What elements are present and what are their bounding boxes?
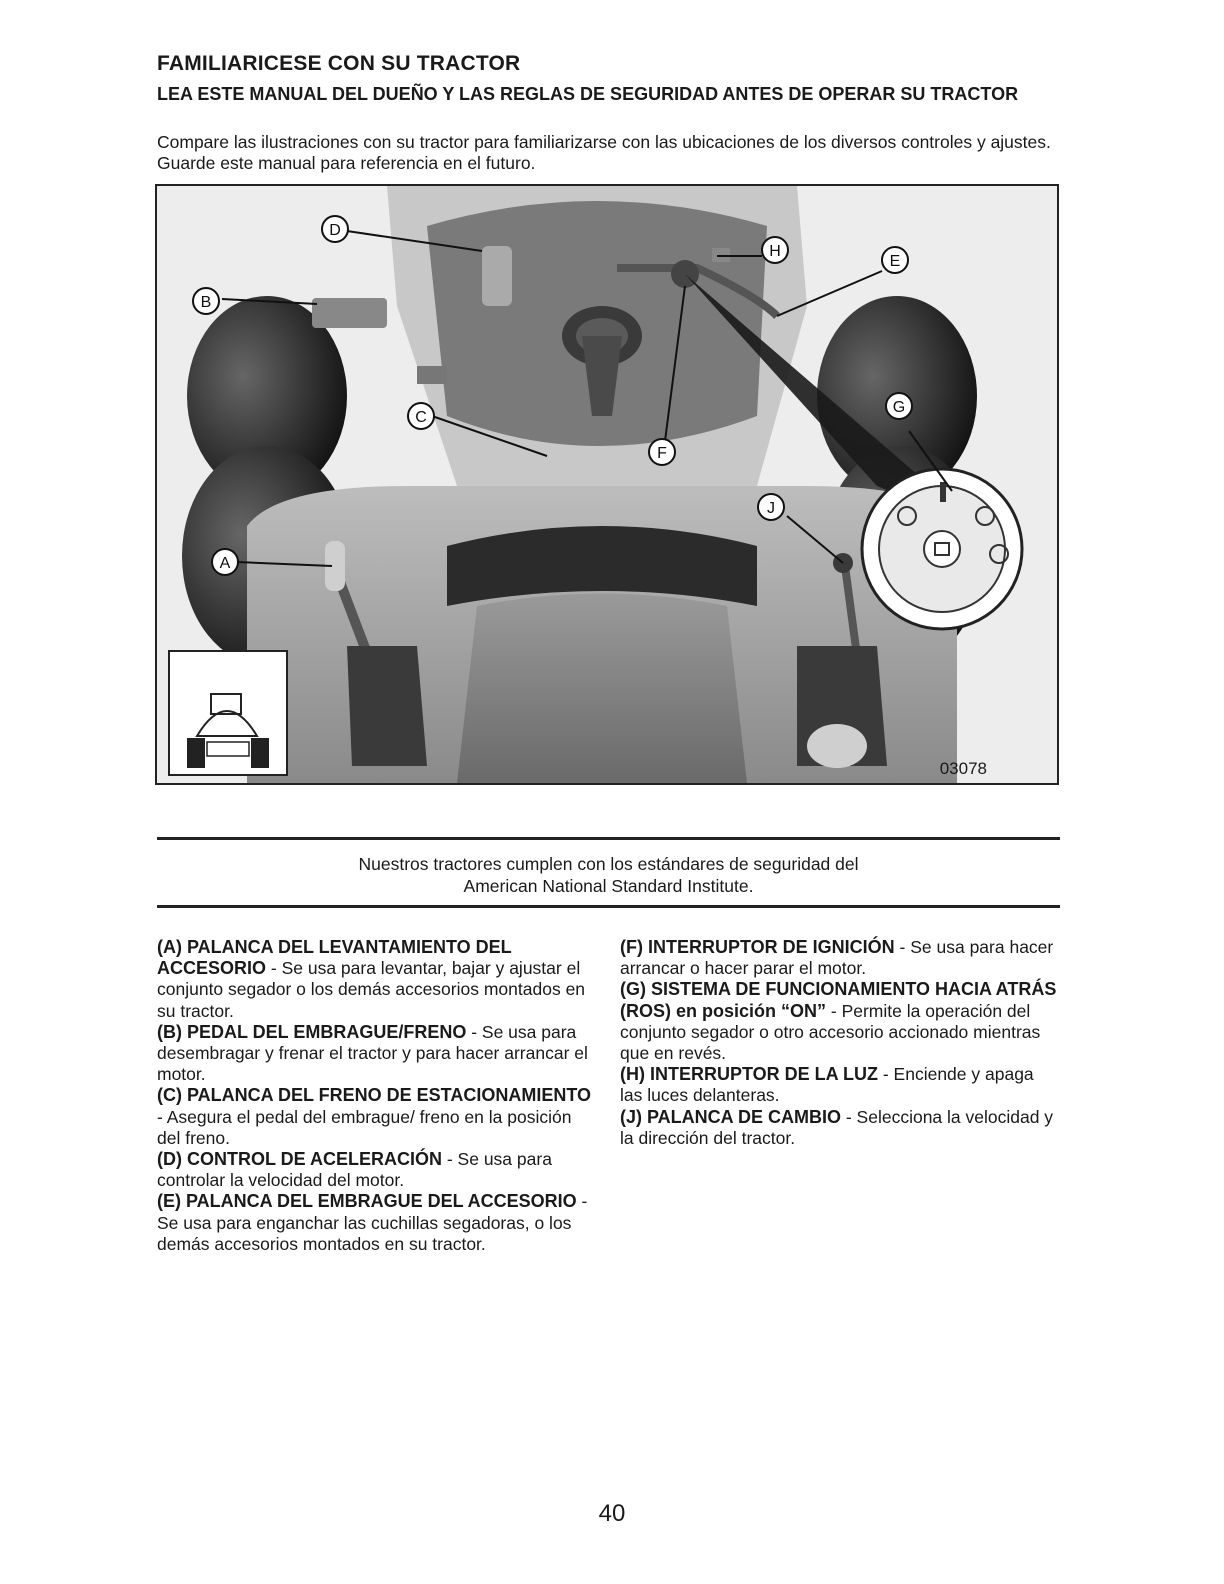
callout-e: E bbox=[889, 253, 901, 270]
entry-text: - Selecciona la velocidad y la dirección del tractor. bbox=[620, 1106, 1054, 1148]
entry-label: (B) PEDAL DEL EMBRAGUE/FRENO bbox=[157, 1021, 467, 1042]
standards-note bbox=[157, 853, 1060, 897]
entry-f bbox=[620, 937, 1060, 979]
entry-label: (F) INTERRUPTOR DE IGNICIÓN bbox=[620, 937, 895, 957]
entry-text: - Se usa para controlar la velocidad del motor. bbox=[157, 1149, 552, 1191]
entry-text: - Se usa para levantar, bajar y ajustar el conjunto segador o los demás accesorios montados en su tractor. bbox=[157, 958, 586, 1021]
entry-label: (G) SISTEMA DE FUNCIONAMIENTO HACIA ATRÁS (ROS) en posición “ON” bbox=[620, 979, 1057, 1021]
entry-b bbox=[157, 1022, 597, 1086]
entry-a bbox=[157, 937, 597, 1022]
entry-text: - Se usa para desembragar y frenar el tractor y para hacer arrancar el motor. bbox=[157, 1021, 588, 1085]
entry-text: - Se usa para hacer arrancar o hacer parar el motor. bbox=[620, 937, 1054, 979]
callout-h: H bbox=[769, 243, 781, 260]
controls-list-right bbox=[620, 937, 1060, 1149]
page-number: 40 bbox=[598, 1500, 626, 1527]
entry-label: (H) INTERRUPTOR DE LA LUZ bbox=[620, 1064, 878, 1085]
entry-text: - Se usa para enganchar las cuchillas segadoras, o los demás accesorios montados en su tractor. bbox=[157, 1191, 588, 1254]
standards-note-line2: American National Standard Institute. bbox=[463, 876, 754, 896]
figure-code: 03078 bbox=[939, 759, 987, 778]
entry-label: (D) CONTROL DE ACELERACIÓN bbox=[157, 1149, 442, 1170]
entry-text: - Permite la operación del conjunto segador o otro accesorio accionado mientras que en revés. bbox=[620, 1000, 1041, 1064]
callout-c: C bbox=[415, 409, 427, 426]
entry-h bbox=[620, 1064, 1060, 1106]
tractor-illustration bbox=[157, 186, 1057, 783]
entry-text: - Asegura el pedal del embrague/ freno en la posición del freno. bbox=[157, 1106, 572, 1148]
entry-text: - Enciende y apaga las luces delanteras. bbox=[620, 1064, 1034, 1106]
entry-d bbox=[157, 1149, 597, 1191]
entry-c bbox=[157, 1085, 597, 1149]
callout-g: G bbox=[892, 399, 906, 416]
entry-label: (C) PALANCA DEL FRENO DE ESTACIONAMIENTO bbox=[157, 1085, 592, 1106]
page-title: FAMILIARICESE CON SU TRACTOR bbox=[157, 52, 521, 75]
callout-a: A bbox=[219, 555, 231, 572]
rule-top bbox=[157, 837, 1060, 840]
controls-list-left bbox=[157, 937, 597, 1255]
callout-j: J bbox=[767, 500, 775, 517]
entry-label: (A) PALANCA DEL LEVANTAMIENTO DEL ACCESORIO bbox=[157, 937, 512, 979]
callout-d: D bbox=[329, 222, 341, 239]
entry-e bbox=[157, 1191, 597, 1255]
rule-bottom bbox=[157, 905, 1060, 908]
entry-label: (J) PALANCA DE CAMBIO bbox=[620, 1106, 841, 1127]
callout-f: F bbox=[657, 445, 667, 462]
intro-paragraph: Compare las ilustraciones con su tractor para familiarizarse con las ubicaciones de los diversos controles y ajustes. Guarde este manual para referencia en el futuro. bbox=[157, 132, 1051, 173]
entry-label: (E) PALANCA DEL EMBRAGUE DEL ACCESORIO bbox=[157, 1191, 577, 1212]
entry-j bbox=[620, 1107, 1060, 1149]
page-subtitle: LEA ESTE MANUAL DEL DUEÑO Y LAS REGLAS DE SEGURIDAD ANTES DE OPERAR SU TRACTOR bbox=[157, 84, 1019, 104]
tractor-controls-figure bbox=[155, 184, 1059, 785]
callout-b: B bbox=[200, 294, 212, 311]
entry-g bbox=[620, 979, 1060, 1064]
standards-note-line1: Nuestros tractores cumplen con los estándares de seguridad del bbox=[358, 854, 859, 874]
